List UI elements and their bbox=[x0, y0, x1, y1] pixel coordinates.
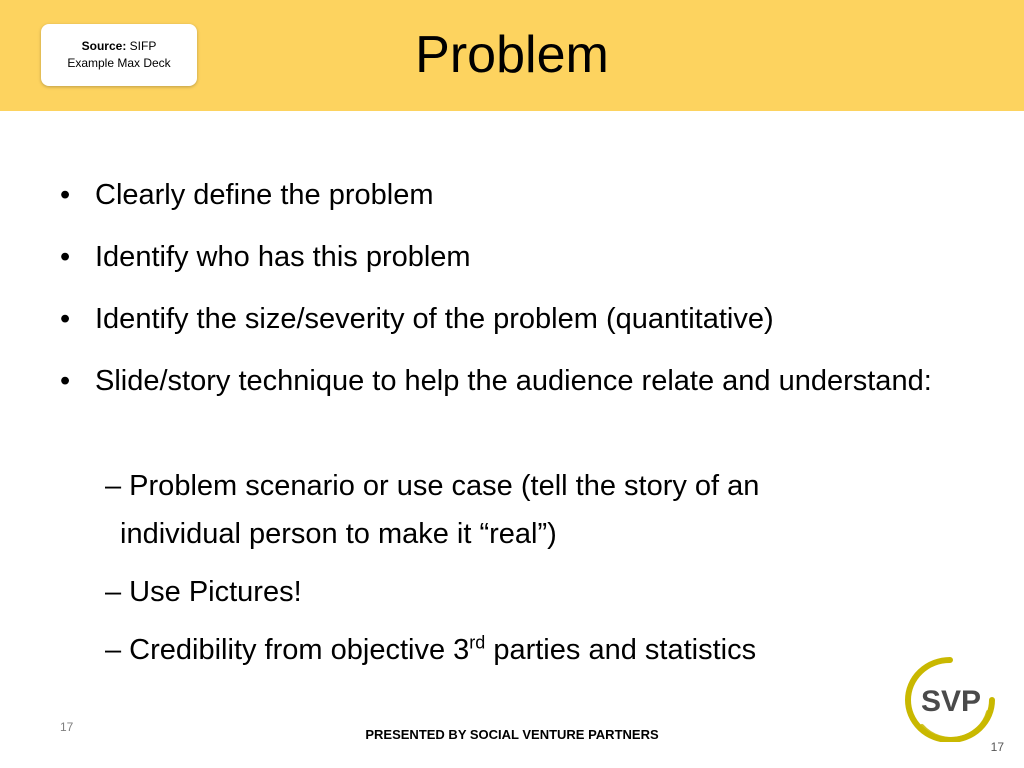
source-value: SIFP bbox=[129, 39, 157, 53]
bullet-text: Identify who has this problem bbox=[95, 241, 471, 273]
sub-bullet-item bbox=[105, 462, 925, 558]
presented-by: PRESENTED BY SOCIAL VENTURE PARTNERS bbox=[365, 727, 659, 742]
sub-bullet-item bbox=[105, 568, 925, 616]
source-line-2: Example Max Deck bbox=[67, 56, 171, 70]
svp-logo-icon bbox=[902, 656, 998, 742]
source-label: Source: bbox=[81, 39, 127, 53]
bullet-item bbox=[60, 302, 960, 336]
sub-bullet-text-pre: – Credibility from objective 3 bbox=[105, 634, 470, 666]
bullet-item bbox=[60, 178, 960, 212]
bullet-dot-icon: • bbox=[60, 365, 71, 397]
sub-bullet-text: – Use Pictures! bbox=[105, 576, 302, 608]
page-number-right: 17 bbox=[990, 740, 1004, 754]
sub-bullet-list bbox=[105, 462, 925, 684]
bullet-dot-icon: • bbox=[60, 241, 71, 273]
page-number-left: 17 bbox=[60, 720, 74, 734]
bullet-item bbox=[60, 364, 960, 398]
bullet-dot-icon: • bbox=[60, 303, 71, 335]
bullet-text: Identify the size/severity of the problem (quantitative) bbox=[95, 303, 774, 335]
bullet-text: Slide/story technique to help the audience relate and understand: bbox=[95, 365, 932, 397]
bullet-list bbox=[60, 178, 960, 426]
slide-title: Problem bbox=[415, 26, 609, 84]
sub-bullet-item bbox=[105, 626, 925, 674]
bullet-dot-icon: • bbox=[60, 179, 71, 211]
sub-bullet-text-line1: – Problem scenario or use case (tell the story of an bbox=[105, 470, 760, 502]
bullet-item bbox=[60, 240, 960, 274]
logo-text: SVP bbox=[920, 685, 982, 718]
sub-bullet-text-post: parties and statistics bbox=[485, 634, 757, 666]
sub-bullet-text-line2: individual person to make it “real”) bbox=[120, 518, 557, 550]
bullet-text: Clearly define the problem bbox=[95, 179, 434, 211]
ordinal-superscript: rd bbox=[469, 632, 486, 653]
